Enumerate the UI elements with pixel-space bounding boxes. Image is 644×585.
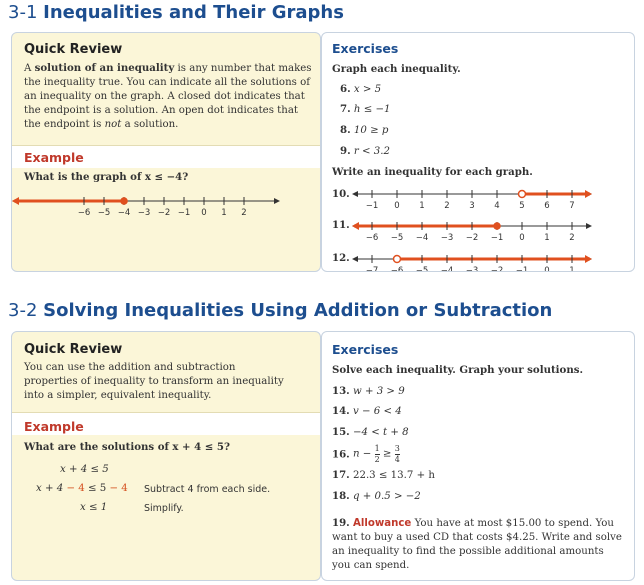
exercise-13: 13. w + 3 > 9 <box>332 385 405 397</box>
section-3-1-title <box>8 2 644 32</box>
tick-label: 0 <box>544 266 550 276</box>
exercise-instruction: Solve each inequality. Graph your solutions. <box>332 364 584 376</box>
shade-arrow-right <box>585 255 592 263</box>
tick-label: 1 <box>569 266 575 276</box>
work-line-1: x + 4 ≤ 5 <box>60 464 109 475</box>
section-name: Solving Inequalities Using Addition or Subtraction <box>43 300 553 321</box>
exercise-10-number-line <box>352 186 592 216</box>
tick-label: −2 <box>465 233 479 243</box>
exercises-panel-3-1 <box>321 32 635 276</box>
exercise-12-label: 12. <box>332 252 350 264</box>
tick-label: −5 <box>390 233 404 243</box>
exercise-9: 9. r < 3.2 <box>340 145 390 157</box>
tick-label: 0 <box>201 208 207 218</box>
exercise-17: 17. 22.3 ≤ 13.7 + h <box>332 469 435 481</box>
example-question: What is the graph of x ≤ −4? <box>24 171 189 183</box>
tick-label: 7 <box>569 201 575 211</box>
tick-label: −3 <box>137 208 151 218</box>
tick-label: 0 <box>519 233 525 243</box>
exercise-12-number-line <box>352 251 592 276</box>
exercise-instruction: Graph each inequality. <box>332 63 461 75</box>
quick-review-text: You can use the addition and subtraction properties of inequality to transform an inequality into a simpler, equivalent inequality. <box>24 362 284 401</box>
quick-review-panel-3-2 <box>11 331 321 581</box>
exercise-instruction-2: Write an inequality for each graph. <box>332 166 533 178</box>
tick-label: −2 <box>490 266 504 276</box>
exercise-8: 8. 10 ≥ p <box>340 124 389 136</box>
tick-label: −1 <box>490 233 504 243</box>
arrow-right <box>274 198 280 204</box>
tick-label: −4 <box>117 208 131 218</box>
tick-label: −2 <box>157 208 171 218</box>
tick-label: −1 <box>365 201 379 211</box>
exercise-14: 14. v − 6 < 4 <box>332 405 402 417</box>
tick-label: 5 <box>519 201 525 211</box>
closed-dot <box>120 197 128 205</box>
quick-review-panel-3-1 <box>11 32 321 272</box>
section-number: 3-2 <box>8 300 38 321</box>
quick-review-heading: Quick Review <box>24 342 123 357</box>
shade-arrow-right <box>585 190 592 198</box>
tick-label: −5 <box>97 208 111 218</box>
exercise-11-label: 11. <box>332 219 350 231</box>
example-label: Example <box>24 419 84 434</box>
exercises-heading: Exercises <box>332 41 399 56</box>
exercise-19: 19. Allowance You have at most $15.00 to spend. You want to buy a used CD that costs $4.25. Write and solve an inequality to find the possible additional amounts you can spend. <box>332 517 622 571</box>
exercises-panel-3-2 <box>321 331 635 581</box>
exercise-11-number-line <box>352 218 592 248</box>
quick-review-text: A solution of an inequality is any number that makes the inequality true. You can indicate all the solutions of an inequality on the graph. A closed dot indicates that the endpoint is a solution. An open dot indicates that the endpoint is not a solution. <box>24 62 312 130</box>
tick-label: 2 <box>241 208 247 218</box>
tick-label: −1 <box>177 208 191 218</box>
example-label: Example <box>24 150 84 165</box>
tick-label: −5 <box>415 266 429 276</box>
example-question: What are the solutions of x + 4 ≤ 5? <box>24 441 230 453</box>
tick-label: −3 <box>440 233 454 243</box>
tick-label: 2 <box>569 233 575 243</box>
work-note-3: Simplify. <box>144 503 184 514</box>
exercise-15: 15. −4 < t + 8 <box>332 426 409 438</box>
closed-dot <box>493 222 501 230</box>
open-dot <box>394 256 401 263</box>
quick-review-heading: Quick Review <box>24 42 123 57</box>
tick-label: 4 <box>494 201 500 211</box>
shade-arrow-left <box>12 197 19 205</box>
example-number-line <box>12 191 320 231</box>
work-line-2: x + 4 − 4 ≤ 5 − 4 <box>36 483 128 494</box>
tick-label: 6 <box>544 201 550 211</box>
arrow-left <box>352 191 358 197</box>
exercise-6: 6. x > 5 <box>340 83 382 95</box>
tick-label: 0 <box>394 201 400 211</box>
work-line-3: x ≤ 1 <box>80 502 108 513</box>
section-number: 3-1 <box>8 2 38 23</box>
tick-label: −4 <box>415 233 429 243</box>
open-dot <box>519 191 526 198</box>
work-note-2: Subtract 4 from each side. <box>144 484 271 495</box>
tick-label: 1 <box>221 208 227 218</box>
tick-label: −3 <box>465 266 479 276</box>
tick-label: −4 <box>440 266 454 276</box>
exercises-heading: Exercises <box>332 342 399 357</box>
arrow-right <box>586 223 592 229</box>
arrow-left <box>352 256 358 262</box>
exercise-18: 18. q + 0.5 > −2 <box>332 490 421 502</box>
tick-label: −7 <box>365 266 379 276</box>
shade-arrow-left <box>352 222 359 230</box>
tick-label: −6 <box>365 233 379 243</box>
tick-label: 1 <box>419 201 425 211</box>
tick-label: −1 <box>515 266 529 276</box>
exercise-10-label: 10. <box>332 188 350 200</box>
tick-label: −6 <box>77 208 91 218</box>
tick-label: 1 <box>544 233 550 243</box>
section-name: Inequalities and Their Graphs <box>43 2 344 23</box>
section-3-2-title <box>8 300 644 330</box>
tick-label: 3 <box>469 201 475 211</box>
exercise-16: 16. n − $\frac{1}{2}$ ≥ $\frac{3}{4}$ <box>332 444 400 464</box>
tick-label: 2 <box>444 201 450 211</box>
exercise-7: 7. h ≤ −1 <box>340 103 391 115</box>
tick-label: −6 <box>390 266 404 276</box>
